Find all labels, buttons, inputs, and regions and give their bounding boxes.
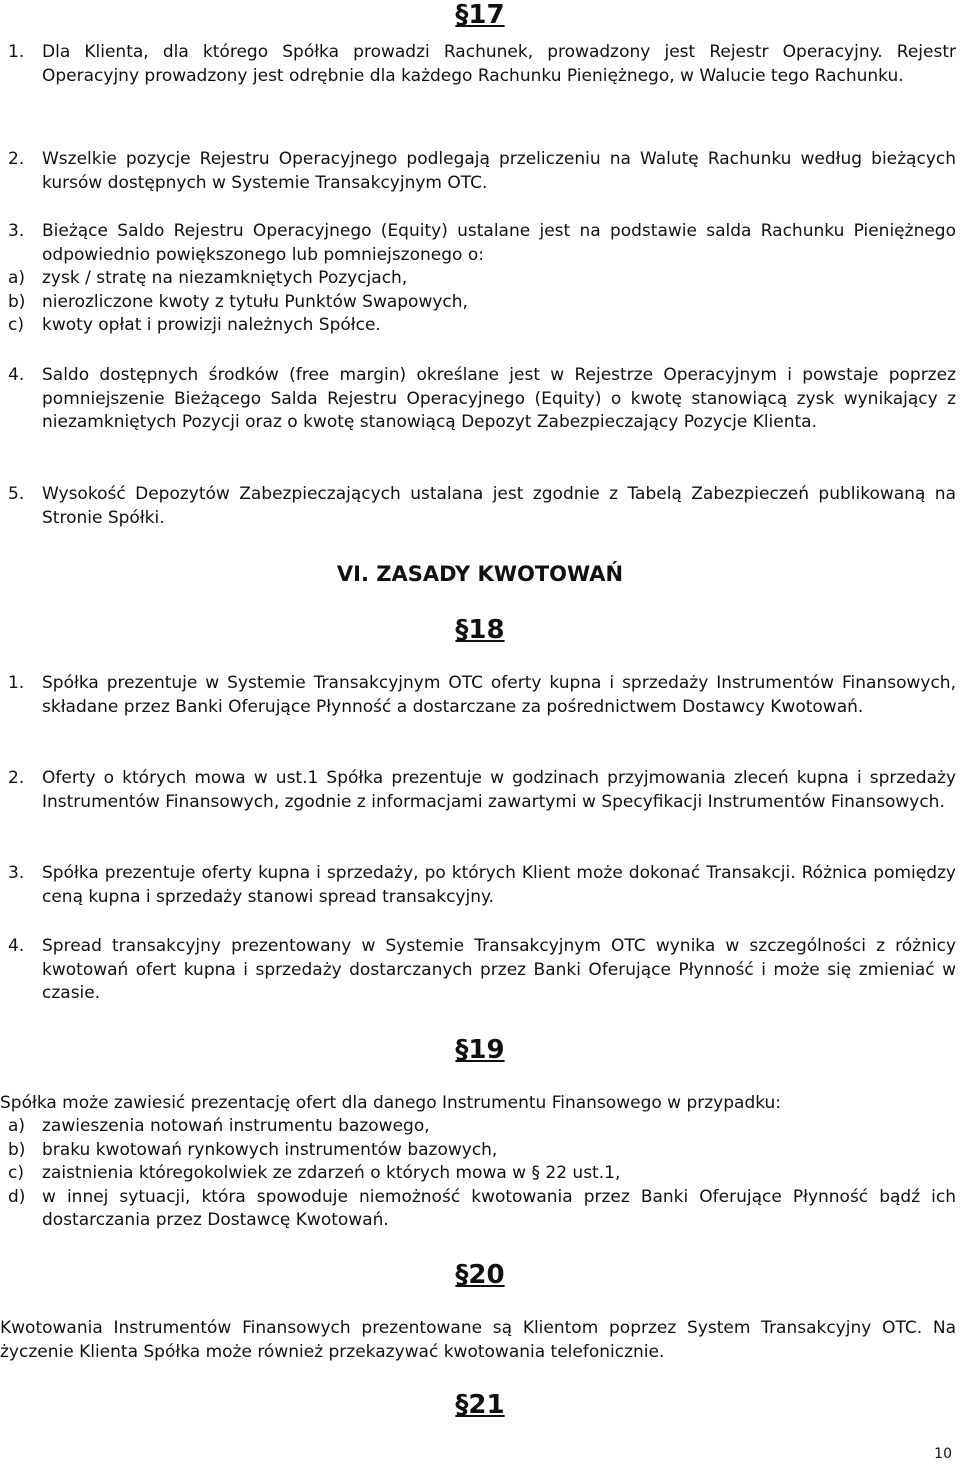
list-text: zysk / stratę na niezamkniętych Pozycjach,	[42, 268, 408, 288]
chapter-heading: VI. ZASADY KWOTOWAŃ	[336, 562, 624, 586]
list-item	[8, 291, 956, 315]
item-text: Spread transakcyjny prezentowany w Systemie Transakcyjnym OTC wynika w szczególności z różnicy kwotowań ofert kupna i sprzedaży dostarczanych przez Banki Oferujące Płynność i może się zmieniać w czasie.	[42, 936, 956, 1003]
s19-intro: Spółka może zawiesić prezentację ofert dla danego Instrumentu Finansowego w przypadku:	[0, 1093, 782, 1113]
list-label: b)	[8, 291, 26, 312]
s17-item-5	[8, 483, 956, 530]
section-21-heading	[0, 1390, 960, 1420]
section-18-heading	[0, 615, 960, 645]
section-mark: §19	[455, 1035, 505, 1065]
item-number: 2.	[8, 768, 25, 788]
list-item	[8, 1115, 956, 1139]
item-number: 5.	[8, 484, 25, 504]
list-text: kwoty opłat i prowizji należnych Spółce.	[42, 315, 381, 335]
list-item	[8, 1186, 956, 1233]
page-number: 10	[934, 1446, 952, 1462]
s17-item-2	[8, 148, 956, 195]
item-text: Wysokość Depozytów Zabezpieczających ustalana jest zgodnie z Tabelą Zabezpieczeń publikowaną na Stronie Spółki.	[42, 484, 956, 528]
item-text: Dla Klienta, dla którego Spółka prowadzi Rachunek, prowadzony jest Rejestr Operacyjny. Rejestr Operacyjny prowadzony jest odrębnie dla każdego Rachunku Pieniężnego, w Walucie tego Rachunku.	[42, 42, 956, 86]
list-item	[8, 1162, 956, 1186]
s20-text: Kwotowania Instrumentów Finansowych prezentowane są Klientom poprzez System Transakcyjny OTC. Na życzenie Klienta Spółka może również przekazywać kwotowania telefonicznie.	[0, 1318, 956, 1362]
section-mark: §21	[455, 1390, 505, 1420]
list-label: a)	[8, 1116, 26, 1136]
s18-item-4	[8, 935, 956, 1006]
item-text: Spółka prezentuje w Systemie Transakcyjnym OTC oferty kupna i sprzedaży Instrumentów Finansowych, składane przez Banki Oferujące Płynność a dostarczane za pośrednictwem Dostawcy Kwotowań.	[42, 673, 956, 717]
list-item	[8, 314, 956, 338]
list-label: c)	[8, 315, 24, 335]
item-text: Oferty o których mowa w ust.1 Spółka prezentuje w godzinach przyjmowania zleceń kupna i sprzedaży Instrumentów Finansowych, zgodnie z informacjami zawartymi w Specyfikacji Instrumentów Finansowych.	[42, 768, 956, 812]
s18-item-3	[8, 862, 956, 909]
s17-item-3	[8, 220, 956, 267]
s17-item-1	[8, 41, 956, 88]
list-item	[8, 1139, 956, 1163]
list-item	[8, 267, 956, 291]
s18-item-2	[8, 767, 956, 814]
list-text: zawieszenia notowań instrumentu bazowego,	[42, 1116, 430, 1136]
s17-item-3-sublist	[8, 267, 956, 338]
section-17-heading	[0, 0, 960, 30]
list-text: zaistnienia któregokolwiek ze zdarzeń o których mowa w § 22 ust.1,	[42, 1163, 621, 1183]
list-label: a)	[8, 268, 26, 288]
item-text: Saldo dostępnych środków (free margin) określane jest w Rejestrze Operacyjnym i powstaje poprzez pomniejszenie Bieżącego Salda Rejestru Operacyjnego (Equity) o kwotę stanowiącą zysk wynikający z niezamkniętych Pozycji oraz o kwotę stanowiącą Depozyt Zabezpieczający Pozycje Klienta.	[42, 365, 956, 432]
item-number: 1.	[8, 673, 25, 693]
section-19-heading	[0, 1035, 960, 1065]
item-text: Wszelkie pozycje Rejestru Operacyjnego podlegają przeliczeniu na Walutę Rachunku według bieżących kursów dostępnych w Systemie Transakcyjnym OTC.	[42, 149, 956, 193]
section-mark: §17	[455, 0, 505, 30]
section-20-heading	[0, 1260, 960, 1290]
section-mark: §18	[455, 615, 505, 645]
list-text: w innej sytuacji, która spowoduje niemożność kwotowania przez Banki Oferujące Płynność bądź ich dostarczania przez Dostawcę Kwotowań.	[42, 1186, 956, 1230]
section-mark: §20	[455, 1260, 505, 1290]
list-label: c)	[8, 1163, 24, 1183]
item-number: 4.	[8, 936, 25, 956]
item-number: 3.	[8, 863, 25, 883]
item-number: 4.	[8, 365, 25, 385]
item-number: 3.	[8, 221, 25, 241]
s18-item-1	[8, 672, 956, 719]
list-text: nierozliczone kwoty z tytułu Punktów Swapowych,	[42, 291, 468, 312]
s17-item-4	[8, 364, 956, 435]
list-label: d)	[8, 1186, 26, 1207]
item-number: 2.	[8, 149, 25, 169]
s19-list	[8, 1115, 956, 1233]
item-text: Bieżące Saldo Rejestru Operacyjnego (Equity) ustalane jest na podstawie salda Rachunku Pieniężnego odpowiednio powiększonego lub pomniejszonego o:	[42, 221, 956, 265]
item-text: Spółka prezentuje oferty kupna i sprzedaży, po których Klient może dokonać Transakcji. Różnica pomiędzy ceną kupna i sprzedaży stanowi spread transakcyjny.	[42, 863, 956, 907]
item-number: 1.	[8, 42, 25, 62]
list-label: b)	[8, 1139, 26, 1160]
list-text: braku kwotowań rynkowych instrumentów bazowych,	[42, 1139, 498, 1160]
